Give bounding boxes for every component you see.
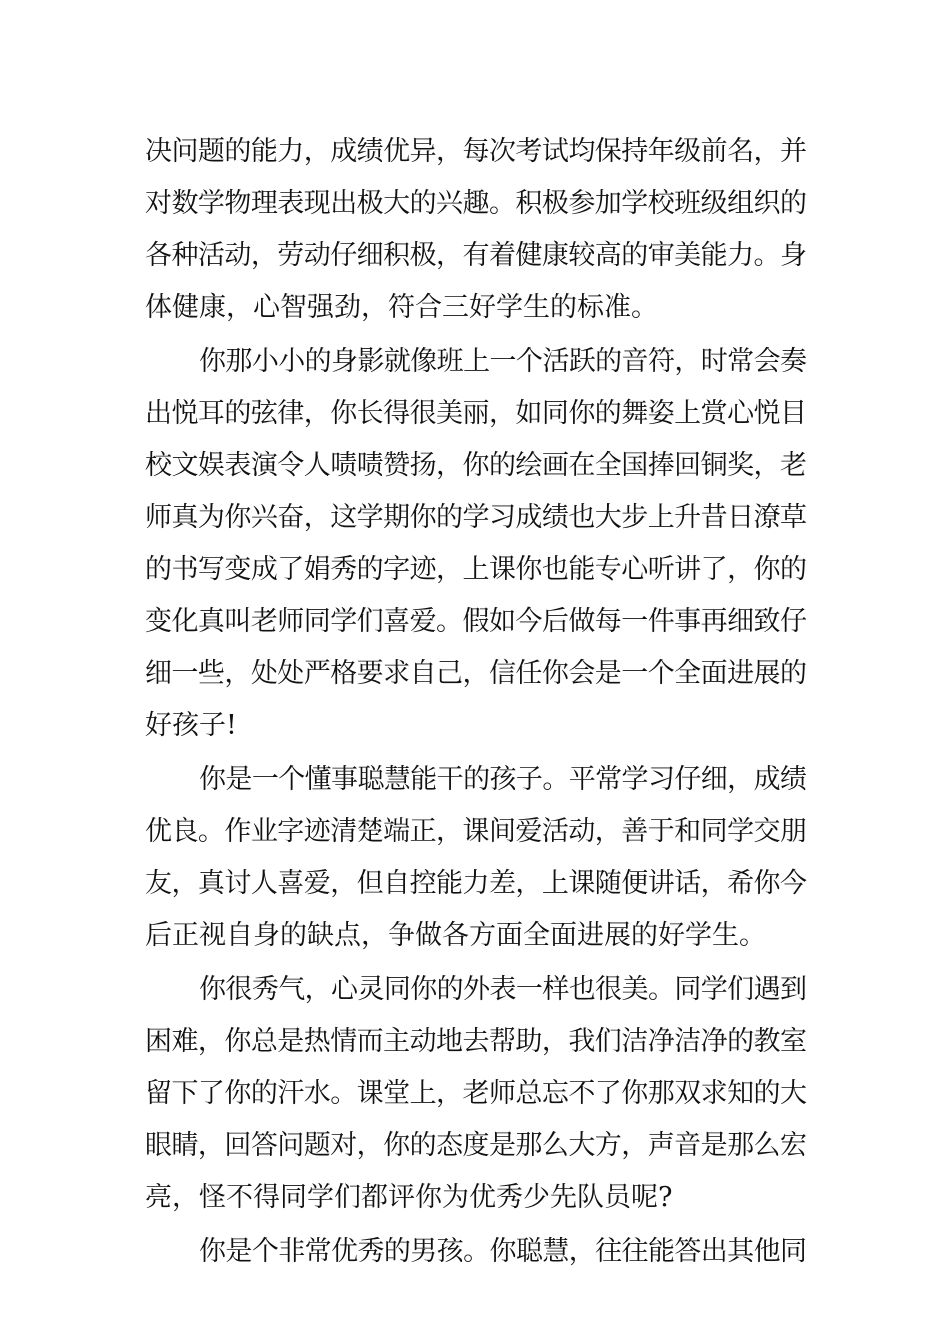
text-line: 你是一个懂事聪慧能干的孩子。平常学习仔细，成绩 <box>199 764 807 795</box>
text-line: 校文娱表演令人啧啧赞扬，你的绘画在全国捧回铜奖，老 <box>145 450 807 481</box>
paragraph-5 <box>145 1226 807 1278</box>
text-line: 细一些，处处严格要求自己，信任你会是一个全面进展的 <box>145 658 807 689</box>
text-line: 变化真叫老师同学们喜爱。假如今后做每一件事再细致仔 <box>145 606 807 637</box>
text-line: 友，真讨人喜爱，但自控能力差，上课随便讲话，希你今 <box>145 868 807 899</box>
document-body <box>145 126 807 1278</box>
text-line: 的书写变成了娟秀的字迹，上课你也能专心听讲了，你的 <box>145 554 807 585</box>
text-line: 优良。作业字迹清楚端正，课间爱活动，善于和同学交朋 <box>145 816 807 847</box>
text-line: 对数学物理表现出极大的兴趣。积极参加学校班级组织的 <box>145 188 807 219</box>
text-line: 出悦耳的弦律，你长得很美丽，如同你的舞姿上赏心悦目 <box>145 398 807 429</box>
text-line: 留下了你的汗水。课堂上，老师总忘不了你那双求知的大 <box>145 1078 807 1109</box>
text-line: 亮，怪不得同学们都评你为优秀少先队员呢? <box>145 1182 673 1213</box>
text-line: 体健康，心智强劲，符合三好学生的标准。 <box>145 292 658 323</box>
paragraph-1 <box>145 126 807 334</box>
paragraph-3 <box>145 754 807 962</box>
text-line: 眼睛，回答问题对，你的态度是那么大方，声音是那么宏 <box>145 1130 807 1161</box>
text-line: 决问题的能力，成绩优异，每次考试均保持年级前名，并 <box>145 136 807 167</box>
text-line: 各种活动，劳动仔细积极，有着健康较高的审美能力。身 <box>145 240 807 271</box>
paragraph-2 <box>145 336 807 752</box>
text-line: 困难，你总是热情而主动地去帮助，我们洁净洁净的教室 <box>145 1026 807 1057</box>
text-line: 你是个非常优秀的男孩。你聪慧，往往能答出其他同 <box>199 1236 807 1267</box>
text-line: 后正视自身的缺点，争做各方面全面进展的好学生。 <box>145 920 766 951</box>
text-line: 你很秀气，心灵同你的外表一样也很美。同学们遇到 <box>199 974 807 1005</box>
text-line: 好孩子! <box>145 710 237 741</box>
text-line: 你那小小的身影就像班上一个活跃的音符，时常会奏 <box>199 346 807 377</box>
text-line: 师真为你兴奋，这学期你的学习成绩也大步上升昔日潦草 <box>145 502 807 533</box>
paragraph-4 <box>145 964 807 1224</box>
